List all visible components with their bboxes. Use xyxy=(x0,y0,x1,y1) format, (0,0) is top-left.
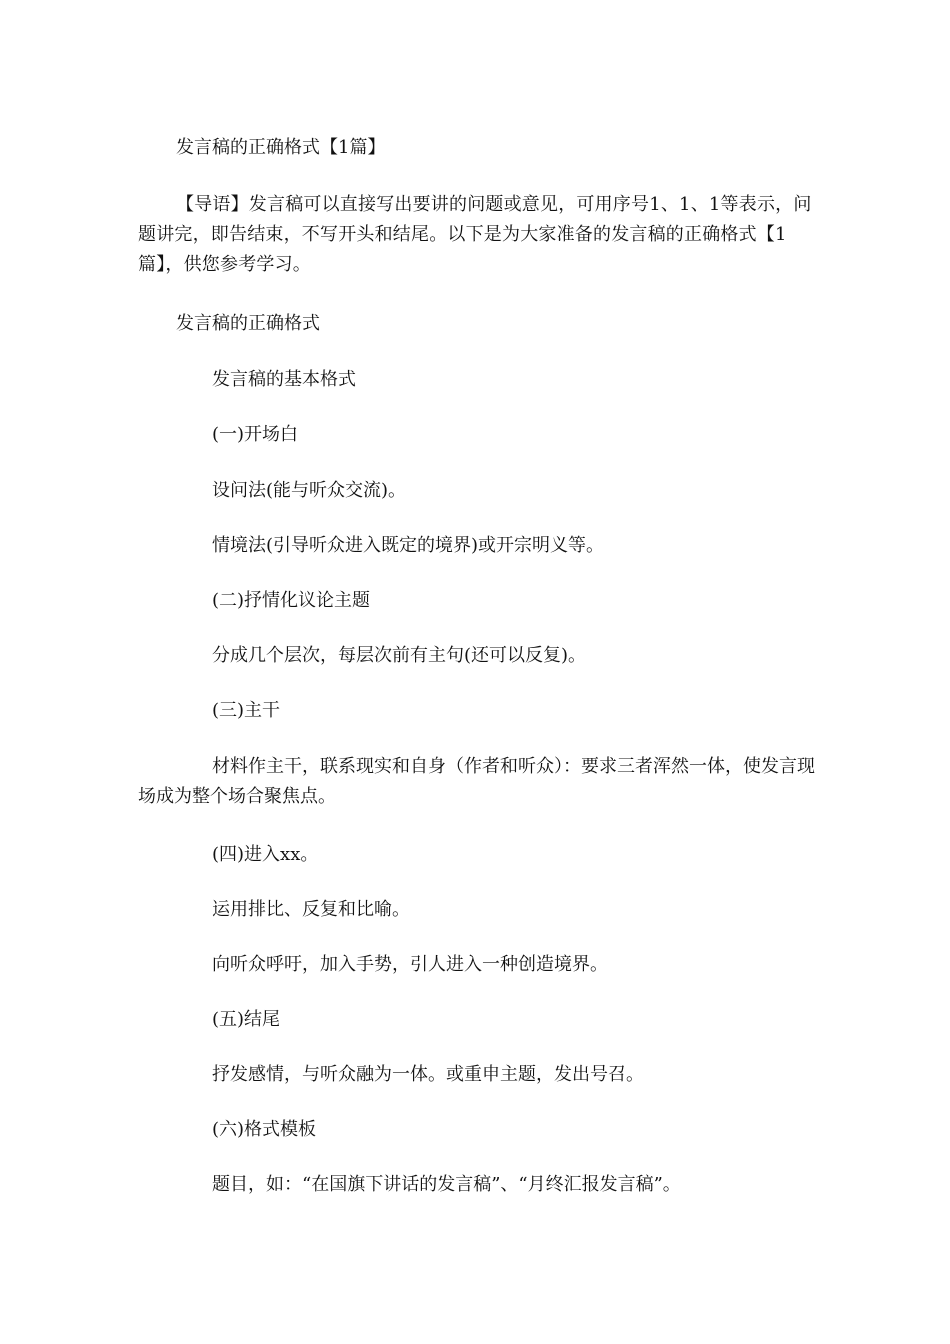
list-item: (四)进入xx。 xyxy=(212,844,319,865)
subheading: 发言稿的基本格式 xyxy=(212,369,356,390)
list-item: 分成几个层次，每层次前有主句(还可以反复)。 xyxy=(212,645,587,666)
intro-paragraph: 【导语】发言稿可以直接写出要讲的问题或意见，可用序号1、1、1等表示，问题讲完，即告结束，不写开头和结尾。以下是为大家准备的发言稿的正确格式【1篇】，供您参考学习。 xyxy=(138,194,812,275)
list-item: (五)结尾 xyxy=(212,1009,281,1030)
section-heading: 发言稿的正确格式 xyxy=(176,313,320,334)
list-item: (六)格式模板 xyxy=(212,1119,317,1140)
list-item: 向听众呼吁，加入手势，引人进入一种创造境界。 xyxy=(212,954,608,975)
list-item: 题目，如：“在国旗下讲话的发言稿”、“月终汇报发言稿”。 xyxy=(212,1174,681,1195)
document-title: 发言稿的正确格式【1篇】 xyxy=(176,137,386,158)
list-item: (三)主干 xyxy=(212,700,281,721)
list-item: 情境法(引导听众进入既定的境界)或开宗明义等。 xyxy=(212,535,605,556)
list-item: (二)抒情化议论主题 xyxy=(212,590,371,611)
list-item: 运用排比、反复和比喻。 xyxy=(212,899,410,920)
list-item: 设问法(能与听众交流)。 xyxy=(212,480,407,501)
list-item: 抒发感情，与听众融为一体。或重申主题，发出号召。 xyxy=(212,1064,644,1085)
main-paragraph: 材料作主干，联系现实和自身（作者和听众）：要求三者浑然一体，使发言现场成为整个场合聚焦点。 xyxy=(138,756,815,807)
list-item: (一)开场白 xyxy=(212,424,299,445)
